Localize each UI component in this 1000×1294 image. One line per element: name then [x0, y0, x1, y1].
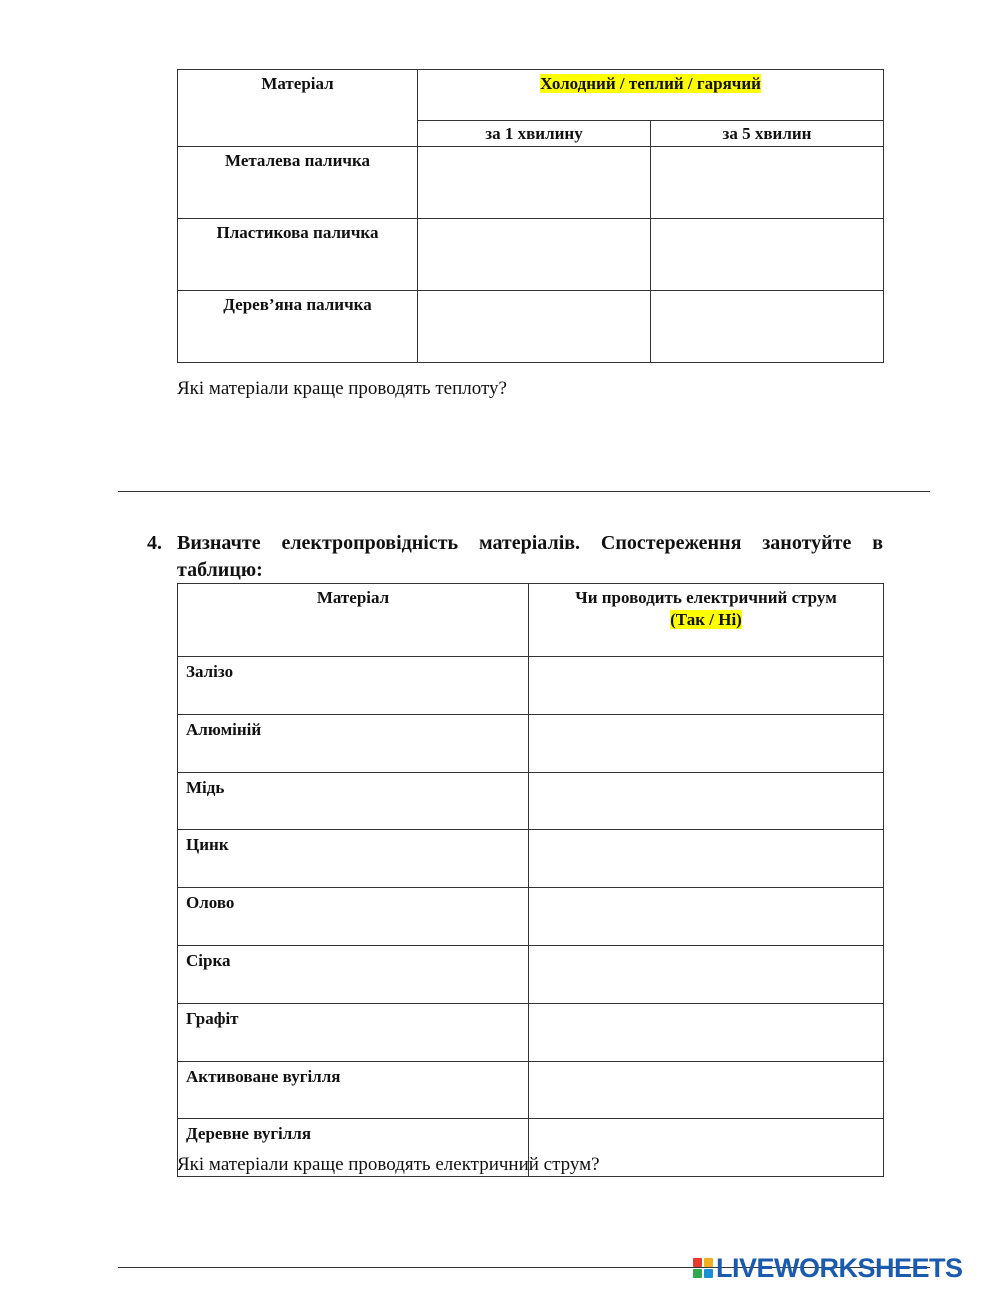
table-row: [178, 1003, 884, 1061]
material-label: Металева паличка: [178, 147, 418, 219]
question-electric: Які матеріали краще проводять електричний струм?: [177, 1154, 600, 1175]
material-label: Пластикова паличка: [178, 219, 418, 291]
answer-cell[interactable]: [529, 945, 884, 1003]
material-label: Сірка: [178, 945, 529, 1003]
material-label: Цинк: [178, 830, 529, 888]
logo-square: [704, 1258, 713, 1267]
answer-cell-1min[interactable]: [418, 219, 651, 291]
liveworksheets-logo: [693, 1252, 963, 1284]
question-heat: Які матеріали краще проводять теплоту?: [177, 378, 507, 399]
logo-square: [704, 1269, 713, 1278]
table-row: [178, 1061, 884, 1119]
header-material: Матеріал: [178, 584, 529, 657]
material-label: Олово: [178, 888, 529, 946]
answer-cell-5min[interactable]: [651, 147, 884, 219]
electrical-conductivity-table: [177, 583, 884, 1177]
material-label: Дерев’яна паличка: [178, 291, 418, 363]
logo-square: [693, 1258, 702, 1267]
answer-line[interactable]: [118, 491, 930, 492]
logo-square: [693, 1269, 702, 1278]
header-after-1-minute: за 1 хвилину: [418, 121, 651, 147]
answer-cell-5min[interactable]: [651, 219, 884, 291]
material-label: Деревне вугілля: [178, 1119, 529, 1177]
table-row: [178, 657, 884, 715]
header-material: Матеріал: [178, 70, 418, 147]
answer-cell[interactable]: [529, 1003, 884, 1061]
material-label: Мідь: [178, 772, 529, 830]
answer-cell[interactable]: [529, 657, 884, 715]
table-row: [178, 945, 884, 1003]
table-row: [178, 291, 884, 363]
answer-cell[interactable]: [529, 888, 884, 946]
header-temperature-state: [418, 70, 884, 121]
material-label: Залізо: [178, 657, 529, 715]
table-row: [178, 772, 884, 830]
highlighted-options: (Так / Ні): [670, 610, 742, 629]
table-row: [178, 147, 884, 219]
answer-cell-5min[interactable]: [651, 291, 884, 363]
material-label: Активоване вугілля: [178, 1061, 529, 1119]
material-label: Графіт: [178, 1003, 529, 1061]
table-row: [178, 219, 884, 291]
task-4: [147, 530, 883, 584]
table-row: [178, 888, 884, 946]
answer-cell[interactable]: [529, 1061, 884, 1119]
heat-conductivity-table: [177, 69, 884, 363]
header-after-5-minutes: за 5 хвилин: [651, 121, 884, 147]
logo-mark-icon: [693, 1258, 713, 1278]
answer-cell[interactable]: [529, 830, 884, 888]
table-row: [178, 714, 884, 772]
material-label: Алюміній: [178, 714, 529, 772]
logo-text: LIVEWORKSHEETS: [716, 1252, 963, 1283]
answer-cell[interactable]: [529, 714, 884, 772]
highlighted-options: Холодний / теплий / гарячий: [540, 74, 761, 93]
header-conducts-text: Чи проводить електричний струм: [575, 588, 837, 607]
header-conducts-current: [529, 584, 884, 657]
table-row: [178, 830, 884, 888]
answer-cell-1min[interactable]: [418, 291, 651, 363]
answer-cell[interactable]: [529, 772, 884, 830]
task-text: Визначте електропровідність матеріалів. Спостереження занотуйте в таблицю:: [177, 532, 883, 581]
answer-cell-1min[interactable]: [418, 147, 651, 219]
task-number: 4.: [147, 532, 162, 554]
